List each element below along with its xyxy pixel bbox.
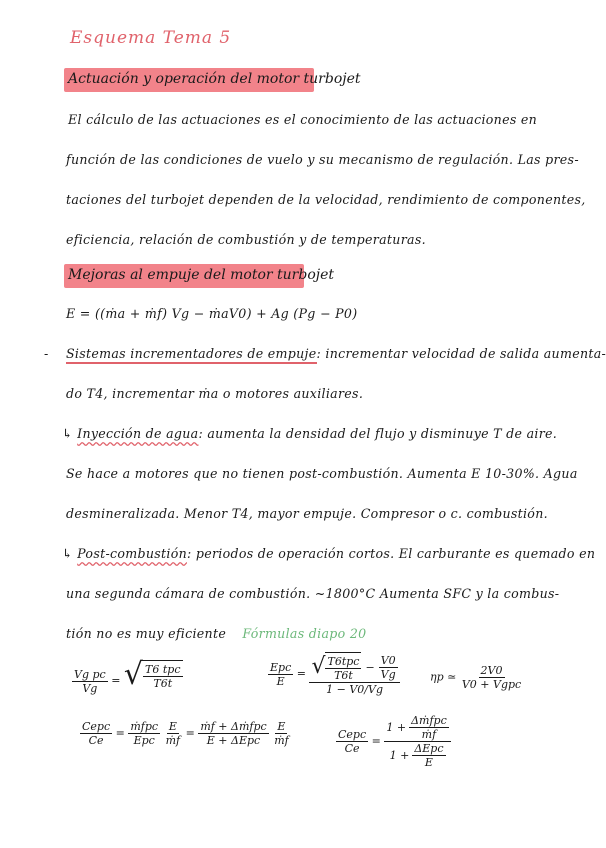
numerator: Vg pc — [74, 667, 106, 681]
formula-consumption-ratio-2: $\frac{\text{Cepc}}{Ce}$ = 1 + $\frac{\text{Δṁfpc}}{\text{ṁf}}$ 1 + $\frac{\text{ΔEpc}}{E}$ — [336, 714, 451, 769]
numerator: Cepc — [82, 720, 111, 733]
systems-term: Sistemas incrementadores de empuje — [66, 346, 317, 364]
post-line-1 — [62, 546, 595, 561]
post-line-2: una segunda cámara de combustión. ~1800°C Aumenta SFC y la combus- — [66, 586, 560, 601]
denominator: Vg — [82, 681, 98, 695]
eta-symbol: ηp ≃ — [430, 670, 457, 684]
numerator: ΔEpc — [414, 742, 444, 755]
injection-term: Inyección de agua — [77, 426, 199, 441]
numerator: E — [277, 720, 286, 733]
fraction — [384, 714, 450, 769]
numerator: 2V0 — [480, 664, 503, 677]
numerator: Δṁfpc — [411, 714, 447, 727]
section2-heading: Mejoras al empuje del motor turbojet — [68, 267, 335, 283]
denominator: Vg — [380, 667, 396, 681]
injection-line-2: Se hace a motores que no tienen post-combustión. Aumenta E 10-30%. Agua — [66, 466, 578, 481]
one-plus: 1 + — [389, 749, 410, 762]
denominator: 1 − V0/Vg — [326, 683, 383, 696]
fraction: √ $\frac{\text{T6tpc}}{T6t}$ − $\frac{V0}{Vg}$ 1 − V0/Vg — [309, 652, 399, 696]
denominator: T6t — [153, 677, 173, 690]
denominator: E + ΔEpc — [206, 734, 261, 747]
injection-rest: : aumenta la densidad del flujo y disminuye T de aire. — [198, 426, 558, 441]
thrust-equation: E = ((ṁa + ṁf) Vg − ṁaV0) + Ag (Pg − P0) — [66, 306, 358, 321]
section1-line-2: función de las condiciones de vuelo y su mecanismo de regulación. Las pres- — [66, 152, 579, 167]
post-line-3-text: tión no es muy eficiente — [66, 626, 227, 641]
denominator: E — [276, 674, 285, 688]
fraction — [460, 664, 523, 691]
post-rest: : periodos de operación cortos. El carburante es quemado en — [187, 546, 596, 561]
numerator: T6tpc — [327, 655, 360, 668]
denominator: T6t — [334, 669, 353, 682]
arrow-icon: ↳ — [62, 426, 73, 441]
denominator: Ce — [344, 742, 360, 755]
arrow-icon: ↳ — [62, 546, 73, 561]
denominator: V0 + Vgpc — [461, 678, 522, 691]
denominator: ṁf — [274, 734, 289, 747]
section1-line-1: El cálculo de las actuaciones es el conocimiento de las actuaciones en — [68, 112, 538, 127]
denominator: Ce — [88, 734, 104, 747]
formula-propulsive-efficiency — [430, 664, 523, 691]
denominator: Epc — [133, 734, 155, 747]
numerator: E — [168, 720, 177, 733]
numerator: T6 tpc — [145, 663, 181, 676]
post-term: Post-combustión — [77, 546, 187, 561]
denominator: E — [424, 756, 433, 769]
bullet-dash: - — [44, 346, 49, 361]
numerator: Cepc — [338, 728, 367, 741]
section1-line-4: eficiencia, relación de combustión y de temperaturas. — [66, 232, 426, 247]
denominator: ṁf — [421, 728, 437, 741]
injection-line-1 — [62, 426, 557, 441]
numerator: Epc — [270, 660, 292, 674]
fraction — [72, 668, 108, 695]
section1-line-3: taciones del turbojet dependen de la velocidad, rendimiento de componentes, — [66, 192, 586, 207]
formula-velocity-ratio: $\frac{\text{Vg pc}}{Vg}$ = √ $\frac{\text{T6 tpc}}{T6t}$ — [74, 657, 181, 695]
fraction — [268, 661, 293, 688]
denominator: ṁf — [165, 734, 181, 747]
systems-rest: : incrementar velocidad de salida aumenta- — [316, 346, 606, 361]
injection-line-3: desmineralizada. Menor T4, mayor empuje. Compresor o c. combustión. — [66, 506, 548, 521]
section1-heading: Actuación y operación del motor turbojet — [68, 71, 361, 87]
one-plus: 1 + — [386, 721, 407, 734]
formula-consumption-ratio: $\frac{\text{Cepc}}{Ce}$ = $\frac{\text{ṁfpc}}{\text{Epc}}$ $\frac{E}{\text{ṁf}}$ = $\frac{\text{ṁf + Δṁfpc}}{\text{E + ΔEpc}}$ $\frac{E}{\text{ṁf}}$ — [82, 720, 289, 747]
page-title: Esquema Tema 5 — [70, 28, 232, 48]
slide-reference: Fórmulas diapo 20 — [242, 626, 367, 641]
numerator: ṁf + Δṁfpc — [200, 720, 267, 733]
numerator: V0 — [380, 653, 396, 667]
sqrt: √ $\frac{\text{T6 tpc}}{T6t}$ — [123, 657, 181, 692]
systems-line-2: do T4, incrementar ṁa o motores auxiliares. — [66, 386, 364, 401]
post-line-3 — [66, 626, 366, 641]
systems-line-1 — [66, 346, 606, 361]
formula-thrust-ratio: $\frac{\text{Epc}}{E}$ = √ $\frac{\text{T6tpc}}{T6t}$ − $\frac{V0}{Vg}$ 1 − V0/Vg — [268, 652, 400, 696]
numerator: ṁfpc — [130, 720, 159, 733]
